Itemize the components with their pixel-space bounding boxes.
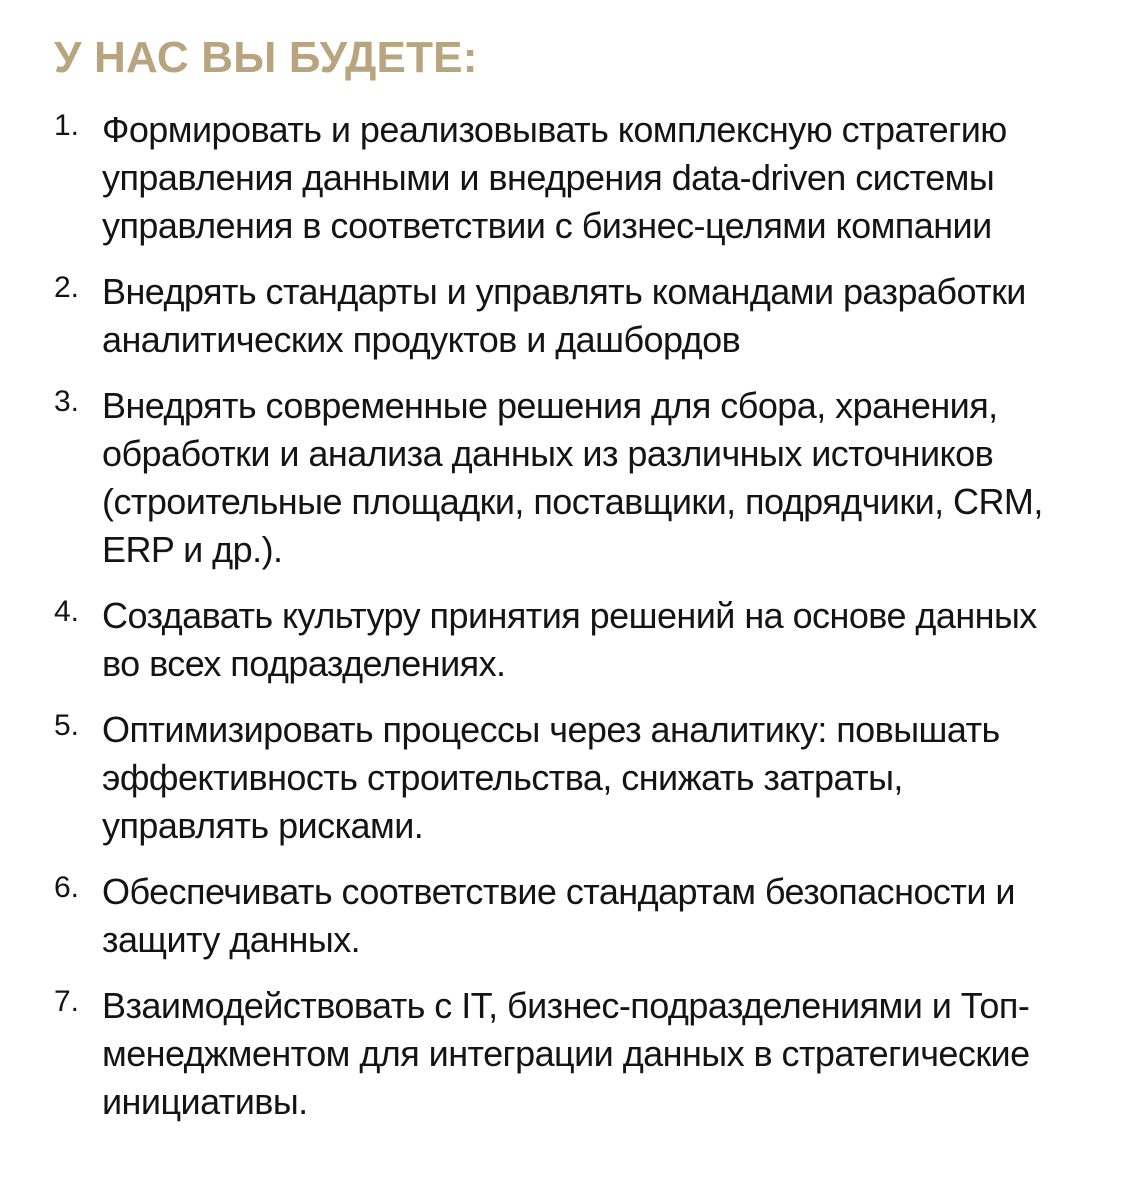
item-number: 3. [54, 385, 80, 418]
item-text-line: Оптимизировать процессы через аналитику: повышать [102, 709, 1000, 750]
list-item [54, 268, 1064, 364]
list-item [54, 106, 1064, 250]
item-text-line: менеджментом для интеграции данных в стратегические [102, 1033, 1030, 1074]
item-text-line: Внедрять современные решения для сбора, хранения, [102, 385, 998, 426]
item-number: 5. [54, 709, 80, 742]
list-item [54, 982, 1064, 1126]
list-item [54, 592, 1064, 688]
item-text-line: эффективность строительства, снижать затраты, [102, 757, 903, 798]
item-text-line: обработки и анализа данных из различных источников [102, 433, 994, 474]
item-number: 6. [54, 871, 80, 904]
item-text-line: управлять рисками. [102, 805, 424, 846]
list-item [54, 382, 1064, 574]
item-text-line: управления в соответствии с бизнес-целями компании [102, 205, 992, 246]
item-text-line: защиту данных. [102, 919, 361, 960]
list-item [54, 706, 1064, 850]
item-text-line: Создавать культуру принятия решений на основе данных [102, 595, 1037, 636]
item-text-line: ERP и др.). [102, 529, 283, 570]
item-number: 1. [54, 109, 80, 142]
item-text-line: Формировать и реализовывать комплексную стратегию [102, 109, 1007, 150]
responsibilities-list [54, 106, 1136, 1126]
item-number: 7. [54, 985, 80, 1018]
item-text-line: Взаимодействовать с IT, бизнес-подразделениями и Топ- [102, 985, 1030, 1026]
item-text-line: (строительные площадки, поставщики, подрядчики, CRM, [102, 481, 1043, 522]
item-number: 2. [54, 271, 80, 304]
item-text-line: аналитических продуктов и дашбордов [102, 319, 741, 360]
item-text-line: Обеспечивать соответствие стандартам безопасности и [102, 871, 1015, 912]
item-text-line: Внедрять стандарты и управлять командами разработки [102, 271, 1026, 312]
item-text-line: во всех подразделениях. [102, 643, 506, 684]
item-text-line: управления данными и внедрения data-driven системы [102, 157, 995, 198]
item-number: 4. [54, 595, 80, 628]
item-text-line: инициативы. [102, 1081, 308, 1122]
page-title: У НАС ВЫ БУДЕТЕ: [54, 33, 478, 82]
list-item [54, 868, 1064, 964]
